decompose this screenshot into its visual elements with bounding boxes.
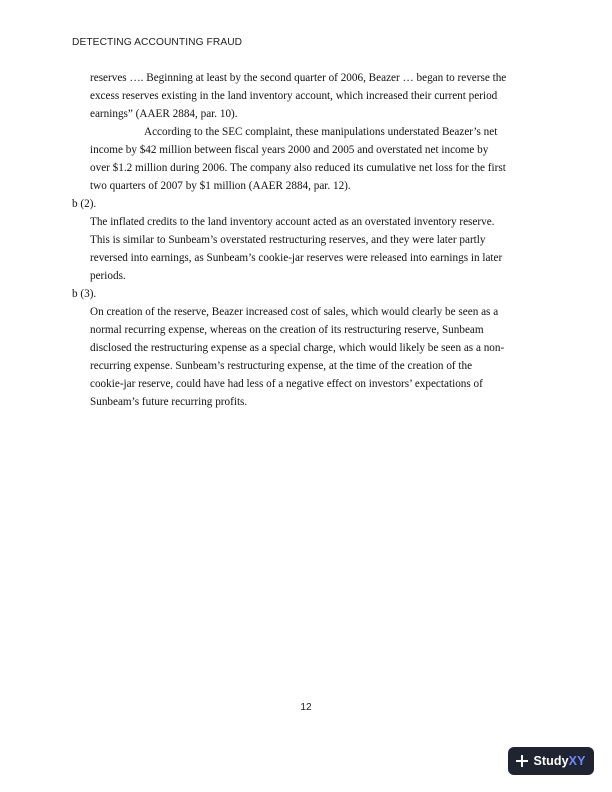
watermark-brand-part2: XY	[568, 754, 586, 768]
section-label-b3: b (3).	[72, 288, 97, 300]
text-line: According to the SEC complaint, these manipulations understated Beazer’s net	[144, 126, 498, 138]
running-header: DETECTING ACCOUNTING FRAUD	[72, 37, 243, 48]
page-number: 12	[300, 702, 312, 713]
text-line: earnings” (AAER 2884, par. 10).	[90, 108, 238, 120]
text-line: two quarters of 2007 by $1 million (AAER 2884, par. 12).	[90, 180, 351, 192]
paragraph-b3	[72, 303, 546, 411]
text-line: recurring expense. Sunbeam’s restructuring expense, at the time of the creation of the	[90, 360, 473, 372]
text-line: This is similar to Sunbeam’s overstated restructuring reserves, and they were later partly	[90, 234, 486, 246]
text-line: The inflated credits to the land inventory account acted as an overstated inventory reserve.	[90, 216, 495, 228]
text-line: Sunbeam’s future recurring profits.	[90, 396, 248, 408]
paragraph-sec-complaint	[72, 123, 546, 195]
watermark-brand-part1: Study	[533, 754, 569, 768]
text-line: excess reserves existing in the land inventory account, which increased their current period	[90, 90, 498, 102]
text-line: periods.	[90, 270, 126, 282]
text-line: On creation of the reserve, Beazer increased cost of sales, which would clearly be seen as a	[90, 306, 499, 318]
watermark-brand	[533, 754, 585, 768]
section-label-b2: b (2).	[72, 198, 97, 210]
text-line: income by $42 million between fiscal years 2000 and 2005 and overstated net income by	[90, 144, 489, 156]
plus-icon	[516, 755, 528, 767]
text-line: disclosed the restructuring expense as a special charge, which would likely be seen as a non-	[90, 342, 505, 354]
quote-continuation	[72, 69, 546, 123]
studyxy-watermark	[508, 747, 594, 775]
text-line: reserves …. Beginning at least by the second quarter of 2006, Beazer … began to reverse the	[90, 72, 507, 84]
text-line: over $1.2 million during 2006. The company also reduced its cumulative net loss for the first	[90, 162, 506, 174]
text-line: cookie-jar reserve, could have had less of a negative effect on investors’ expectations of	[90, 378, 483, 390]
text-line: reversed into earnings, as Sunbeam’s cookie-jar reserves were released into earnings in later	[90, 252, 503, 264]
paragraph-b2	[72, 213, 546, 285]
document-body	[72, 69, 546, 411]
text-line: normal recurring expense, whereas on the creation of its restructuring reserve, Sunbeam	[90, 324, 484, 336]
